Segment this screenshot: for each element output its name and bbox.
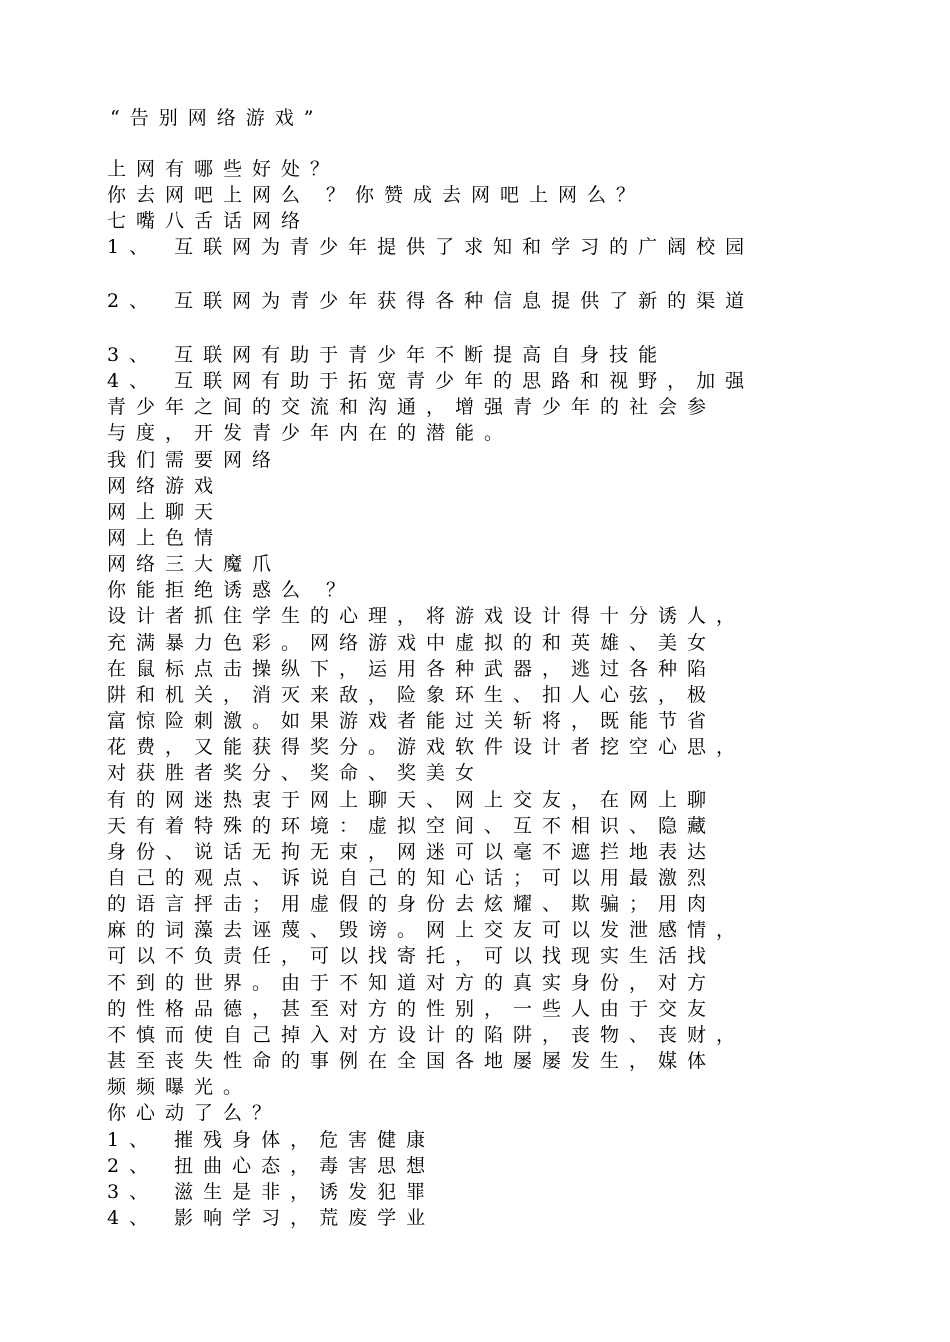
text-line: 1、 摧残身体，危害健康	[107, 1129, 436, 1151]
text-line: 青少年之间的交流和沟通，增强青少年的社会参	[107, 396, 717, 418]
text-line: 身份、说话无拘无束，网迷可以毫不遮拦地表达	[107, 841, 717, 863]
text-line: 有的网迷热衷于网上聊天、网上交友，在网上聊	[107, 789, 717, 811]
text-line: 网上聊天	[107, 501, 224, 523]
text-line: 在鼠标点击操纵下，运用各种武器，逃过各种陷	[107, 658, 717, 680]
text-line: 阱和机关，消灭来敌，险象环生、扣人心弦，极	[107, 684, 717, 706]
text-line: 自己的观点、诉说自己的知心话；可以用最激烈	[107, 867, 717, 889]
text-line: 的性格品德，甚至对方的性别，一些人由于交友	[107, 998, 717, 1020]
text-line: 花费，又能获得奖分。游戏软件设计者挖空心思，	[107, 736, 746, 758]
document-title: “告别网络游戏”	[110, 107, 324, 129]
text-line: 七嘴八舌话网络	[107, 210, 311, 232]
text-line: 不到的世界。由于不知道对方的真实身份，对方	[107, 972, 717, 994]
text-line: 对获胜者奖分、奖命、奖美女	[107, 762, 485, 784]
text-line: 富惊险刺激。如果游戏者能过关斩将，既能节省	[107, 710, 717, 732]
text-line: 甚至丧失性命的事例在全国各地屡屡发生，媒体	[107, 1050, 717, 1072]
text-line: 2、 互联网为青少年获得各种信息提供了新的渠道	[107, 290, 755, 312]
text-line: 不慎而使自己掉入对方设计的陷阱，丧物、丧财，	[107, 1024, 746, 1046]
text-line: 4、 互联网有助于拓宽青少年的思路和视野，加强	[107, 370, 755, 392]
text-line: 网上色情	[107, 527, 224, 549]
text-line: 3、 互联网有助于青少年不断提高自身技能	[107, 344, 668, 366]
text-line: 天有着特殊的环境：虚拟空间、互不相识、隐藏	[107, 815, 717, 837]
text-line: 4、 影响学习，荒废学业	[107, 1207, 436, 1229]
text-line: 上网有哪些好处？	[107, 158, 340, 180]
text-line: 网络三大魔爪	[107, 553, 282, 575]
text-line: 我们需要网络	[107, 449, 282, 471]
text-line: 设计者抓住学生的心理，将游戏设计得十分诱人，	[107, 605, 746, 627]
text-line: 的语言抨击；用虚假的身份去炫耀、欺骗；用肉	[107, 893, 717, 915]
text-line: 你能拒绝诱惑么 ？	[107, 579, 356, 601]
text-line: 你去网吧上网么 ？你赞成去网吧上网么？	[107, 184, 646, 206]
text-line: 频频曝光。	[107, 1076, 253, 1098]
text-line: 2、 扭曲心态，毒害思想	[107, 1155, 436, 1177]
text-line: 可以不负责任，可以找寄托，可以找现实生活找	[107, 945, 717, 967]
text-line: 1、 互联网为青少年提供了求知和学习的广阔校园	[107, 236, 755, 258]
text-line: 3、 滋生是非，诱发犯罪	[107, 1181, 436, 1203]
text-line: 网络游戏	[107, 475, 224, 497]
text-line: 充满暴力色彩。网络游戏中虚拟的和英雄、美女	[107, 632, 717, 654]
text-line: 与度，开发青少年内在的潜能。	[107, 422, 514, 444]
text-line: 麻的词藻去诬蔑、毁谤。网上交友可以发泄感情，	[107, 919, 746, 941]
text-line: 你心动了么？	[107, 1102, 282, 1124]
